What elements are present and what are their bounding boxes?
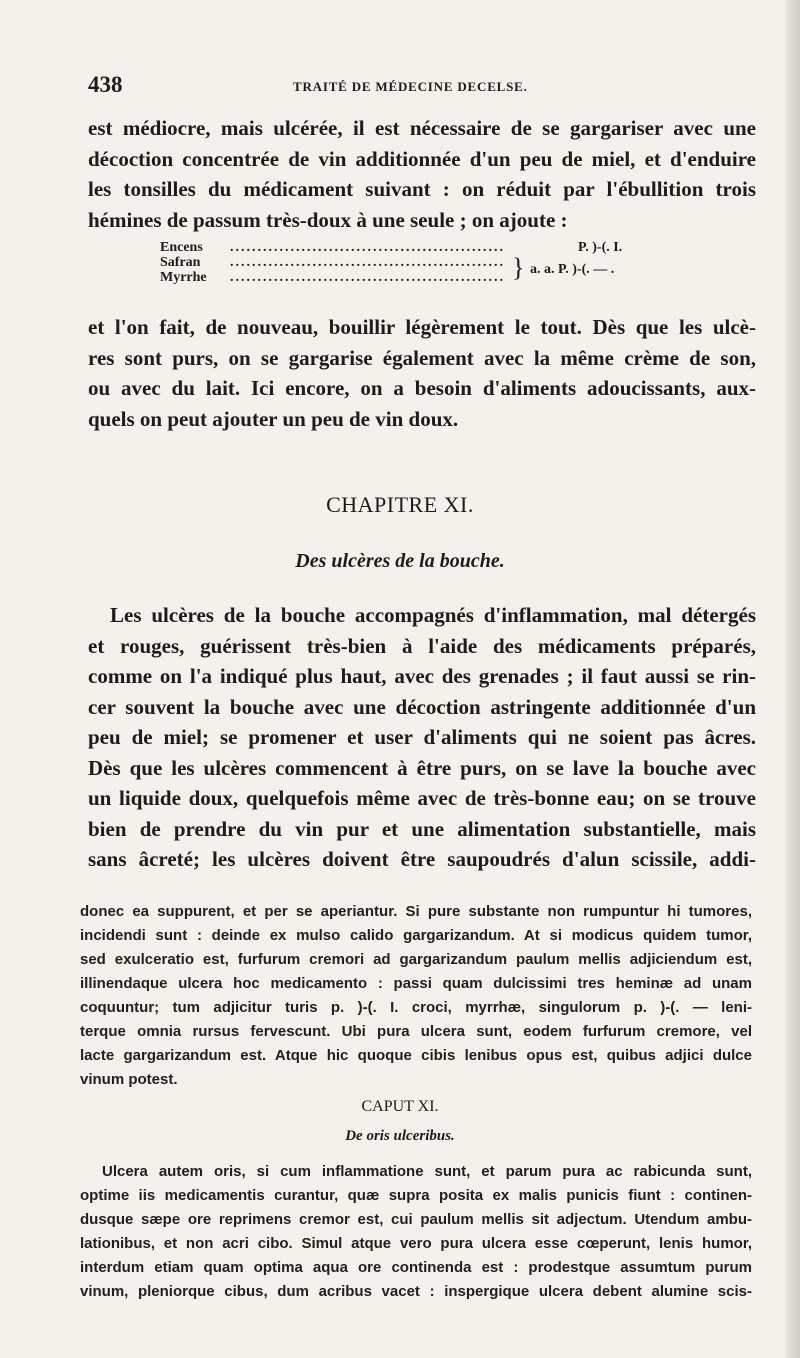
latin-text-top [80,900,752,1092]
recipe-item-qty: P. )-(. I. [578,240,623,255]
after-recipe-paragraph [88,312,756,434]
recipe-item [160,240,660,255]
page-header [88,72,758,102]
text-line: sans âcreté; les ulcères doivent être saupoudrés d'alun scissile, addi- [88,847,756,871]
chapter-title: CHAPITRE XI. [326,492,474,517]
latin-line: illinendaque ulcera hoc medicamento : passi quam dulcissimi tres heminæ ad unam [80,975,752,992]
text-line: est médiocre, mais ulcérée, il est nécessaire de se gargariser avec une [88,116,756,140]
latin-line: terque omnia rursus fervescunt. Ubi pura ulcera sunt, eodem furfurum cremore, vel [80,1023,752,1040]
latin-line: Ulcera autem oris, si cum inflammatione sunt, et parum pura ac rabicunda sunt, [102,1163,752,1180]
text-line: res sont purs, on se gargarise également avec la même crème de son, [88,345,756,370]
latin-line: sed exulceratio est, furfurum cremori ad gargarizandum paulum mellis adjiciendum est, [80,951,752,968]
text-line: bien de prendre du vin pur et une alimentation substantielle, mais [88,816,756,841]
text-line: comme on l'a indiqué plus haut, avec des grenades ; il faut aussi se rin- [88,664,756,688]
text-line: Dès que les ulcères commencent à être purs, on se lave la bouche avec [88,755,756,780]
recipe-item-name: Safran [160,255,201,270]
recipe-item-name: Myrrhe [160,270,207,285]
latin-line: dusque sæpe ore reprimens cremor est, cui paulum mellis sit adjectum. Utendum ambu- [80,1211,752,1228]
text-line: les tonsilles du médicament suivant : on réduit par l'ébullition trois [88,177,756,201]
page-edge [786,0,800,1358]
text-line: quels on peut ajouter un peu de vin doux. [88,406,459,431]
leader-dots: .................................................. [230,255,505,270]
latin-line: interdum etiam quam optima aqua ore continenda est : prodestque assumtum purum [80,1259,752,1276]
recipe-item-name: Encens [160,240,203,255]
leader-dots: .................................................. [230,270,505,285]
caput-subtitle: De oris ulceribus. [345,1128,455,1144]
text-line: et l'on fait, de nouveau, bouillir légèrement le tout. Dès que les ulcè- [88,315,756,339]
page-number: 438 [88,72,123,97]
caput-title: CAPUT XI. [361,1098,439,1115]
latin-line: coquuntur; tum adjicitur turis p. )-(. I. croci, myrrhæ, singulorum p. )-(. — leni- [80,999,752,1016]
running-title: TRAITÉ DE MÉDECINE DECELSE. [293,79,528,94]
leader-dots: .................................................. [230,240,505,255]
recipe-list [160,240,660,285]
text-line: Les ulcères de la bouche accompagnés d'inflammation, mal détergés [110,603,756,627]
text-line: cer souvent la bouche avec une décoction astringente additionnée d'un [88,694,756,719]
text-line: décoction concentrée de vin additionnée d'un peu de miel, et d'enduire [88,146,756,171]
latin-line: vinum, pleniorque cibus, dum acribus vacet : inspergique ulcera debent alumine scis- [80,1283,752,1300]
latin-line: optime iis medicamentis curantur, quæ supra posita ex malis punicis fiunt : continen- [80,1187,752,1204]
text-line: hémines de passum très-doux à une seule ; on ajoute : [88,207,568,232]
latin-line: incidendi sunt : deinde ex mulso calido gargarizandum. At si modicus quidem tumor, [80,927,752,944]
latin-line: donec ea suppurent, et per se aperiantur. Si pure substante non rumpuntur hi tumores, [80,903,752,920]
latin-text-bottom [80,1160,752,1304]
text-line: et rouges, guérissent très-bien à l'aide des médicaments préparés, [88,633,756,658]
text-line: peu de miel; se promener et user d'aliments qui ne soient pas âcres. [88,725,756,749]
latin-line: vinum potest. [80,1071,178,1088]
latin-line: lationibus, et non acri cibo. Simul atque vero pura ulcera esse cœperunt, lenis humor, [80,1235,752,1252]
text-line: ou avec du lait. Ici encore, on a besoin d'aliments adoucissants, aux- [88,376,756,400]
text-line: un liquide doux, quelquefois même avec de très-bonne eau; on se trouve [88,786,756,810]
chapter-paragraph [88,600,756,875]
latin-line: lacte gargarizandum est. Atque hic quoque cibis lenibus opus est, quibus adjici dulce [80,1047,752,1064]
intro-paragraph [88,113,756,235]
shared-qty: a. a. P. )-(. — . [530,262,615,277]
brace-glyph: } [512,253,525,282]
chapter-subtitle: Des ulcères de la bouche. [295,550,505,572]
